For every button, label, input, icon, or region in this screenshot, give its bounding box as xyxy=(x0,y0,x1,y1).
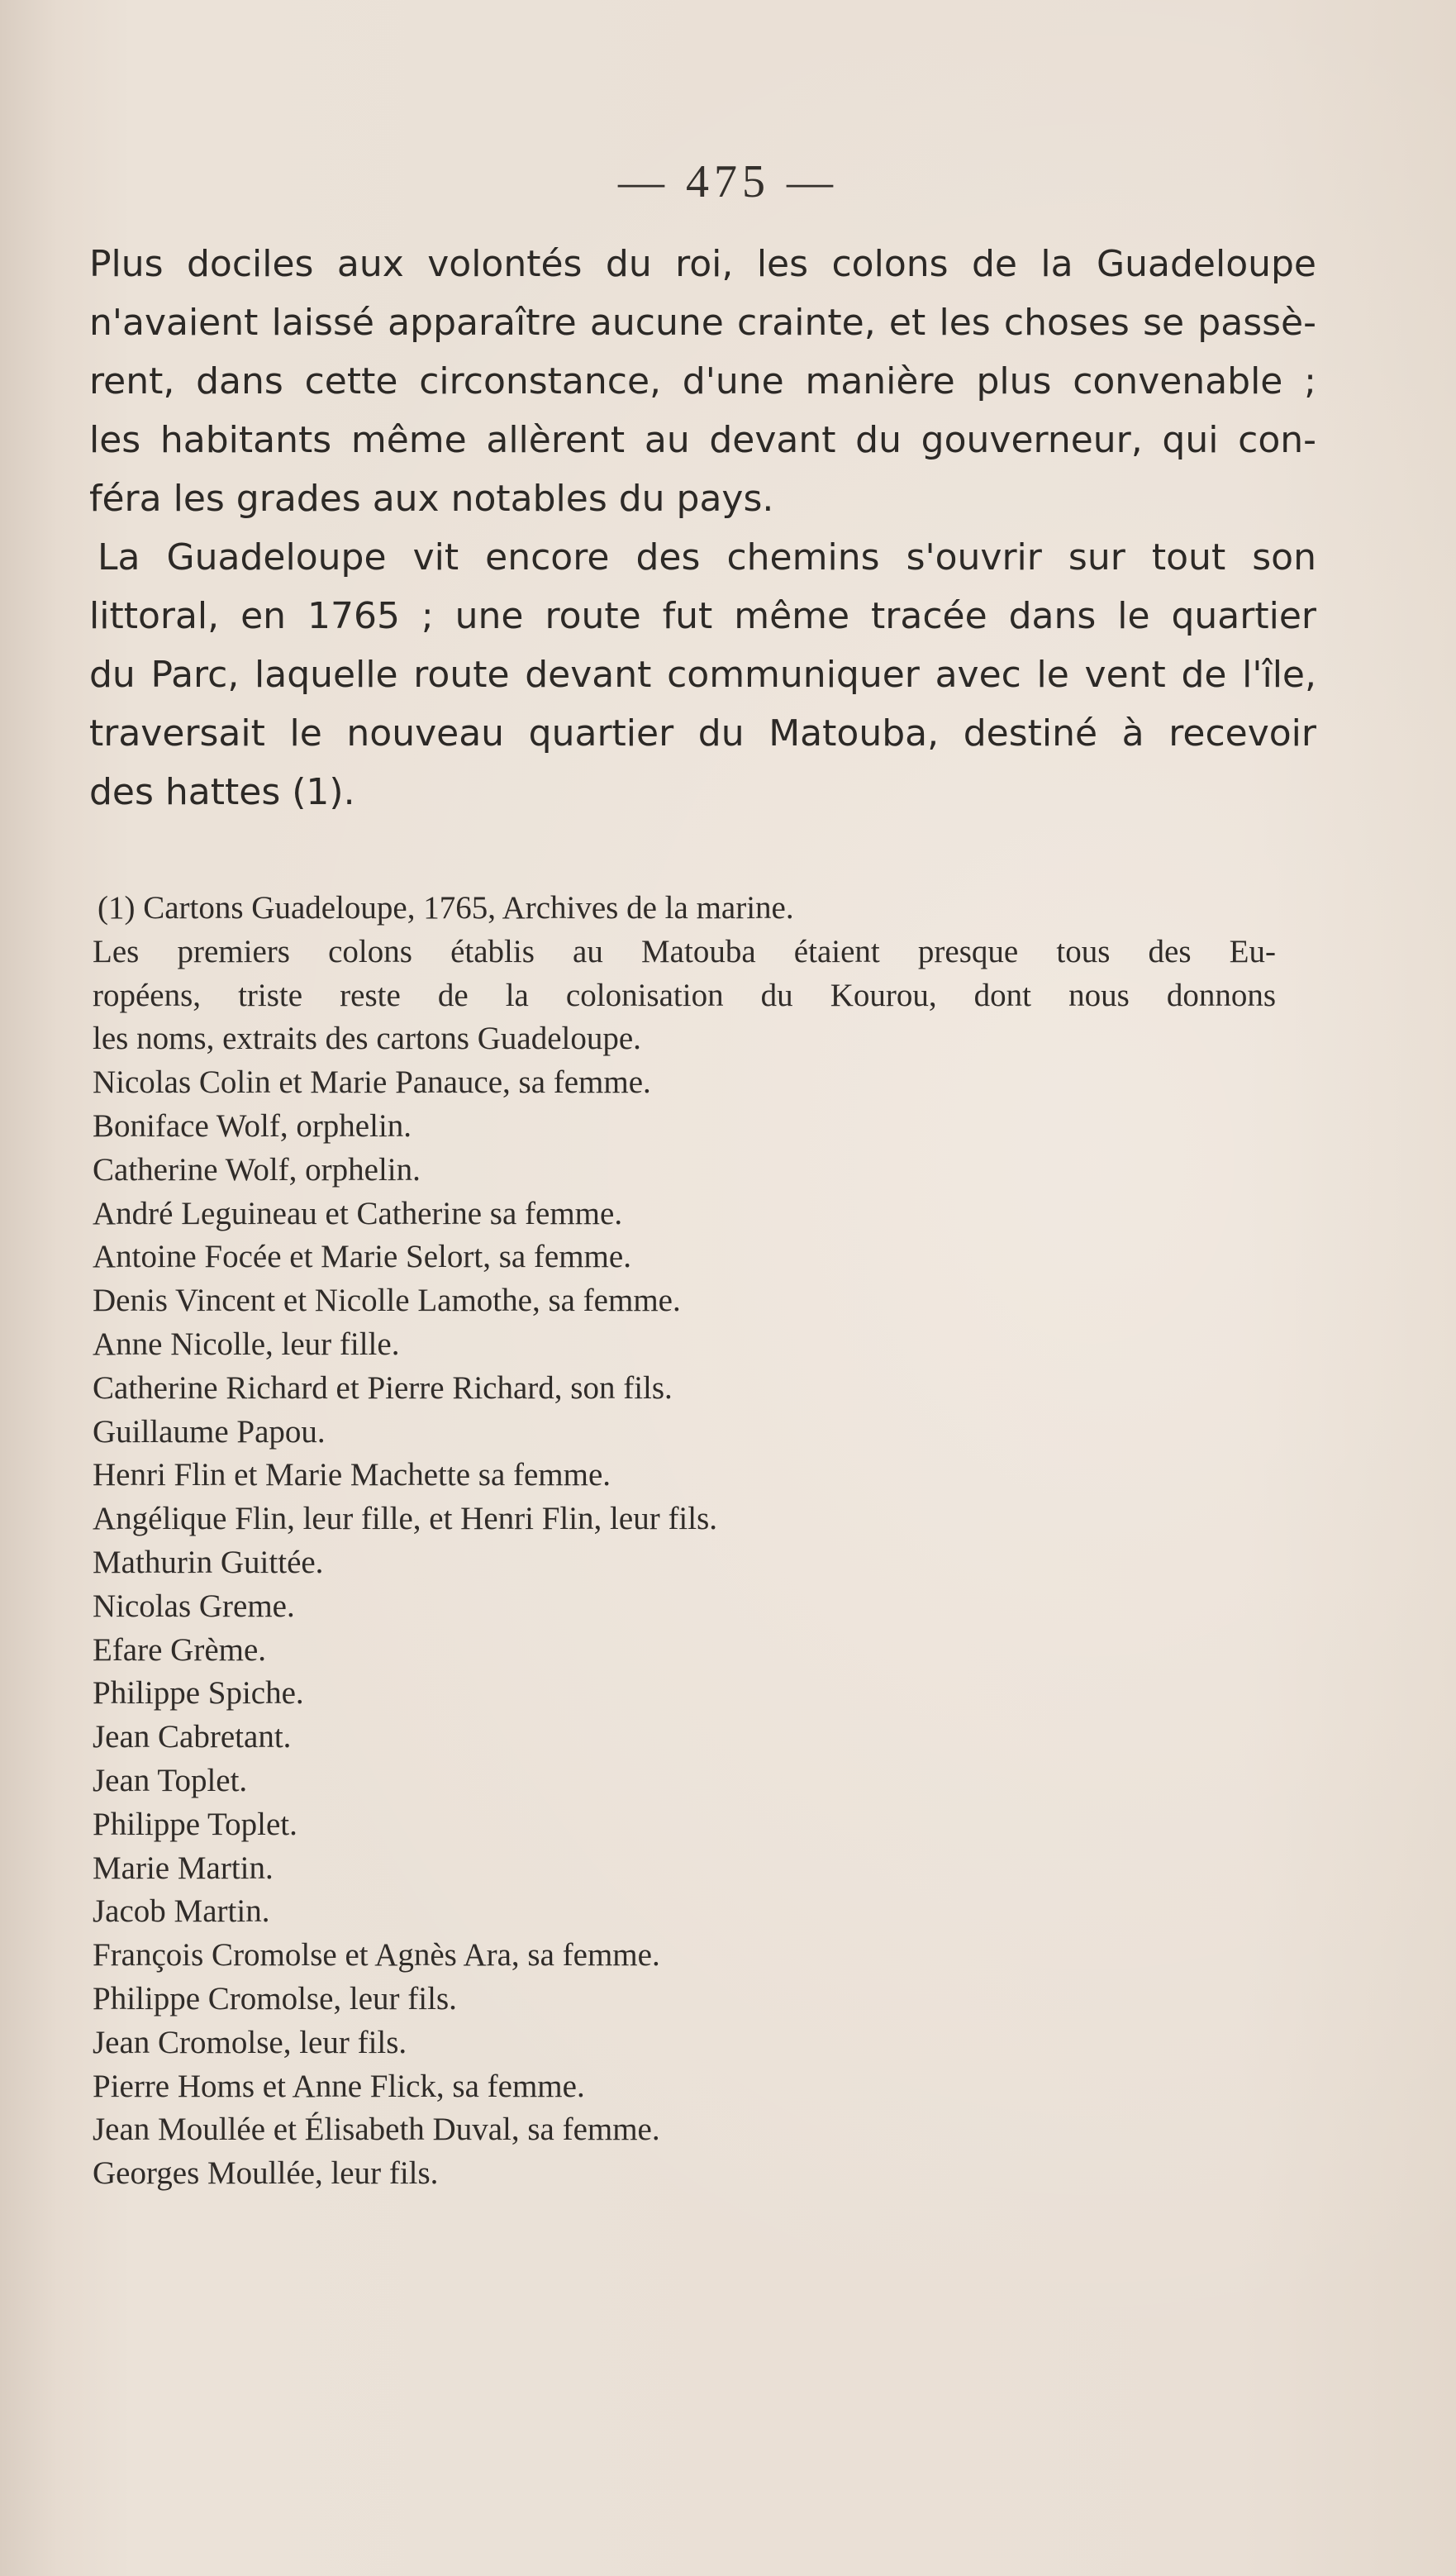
colonist-entry: Henri Flin et Marie Machette sa femme. xyxy=(93,1457,611,1493)
colonist-list xyxy=(93,1061,1276,2196)
text-line: n'avaient laissé apparaître aucune crainte, et les choses se passè- xyxy=(89,302,1316,344)
text-line: féra les grades aux notables du pays. xyxy=(89,478,774,520)
colonist-entry: Pierre Homs et Anne Flick, sa femme. xyxy=(93,2068,585,2104)
text-line: traversait le nouveau quartier du Matouba, destiné à recevoir xyxy=(89,712,1316,755)
paragraph-1 xyxy=(89,235,1316,528)
colonist-entry: Philippe Cromolse, leur fils. xyxy=(93,1980,457,2017)
colonist-entry: Antoine Focée et Marie Selort, sa femme. xyxy=(93,1239,631,1275)
text-line: rent, dans cette circonstance, d'une manière plus convenable ; xyxy=(89,360,1316,402)
colonist-entry: Angélique Flin, leur fille, et Henri Flin, leur fils. xyxy=(93,1501,718,1537)
colonist-entry: Boniface Wolf, orphelin. xyxy=(93,1107,412,1144)
colonist-entry: André Leguineau et Catherine sa femme. xyxy=(93,1195,623,1231)
text-line: Plus dociles aux volontés du roi, les colons de la Guadeloupe xyxy=(89,243,1316,285)
page-number: — 475 — xyxy=(618,156,838,207)
colonist-entry: Nicolas Colin et Marie Panauce, sa femme. xyxy=(93,1064,651,1101)
colonist-entry: Georges Moullée, leur fils. xyxy=(93,2155,439,2192)
footnote-source: (1) Cartons Guadeloupe, 1765, Archives de la marine. xyxy=(98,890,794,926)
colonist-entry: Philippe Toplet. xyxy=(93,1806,297,1842)
footnote-intro-line: ropéens, triste reste de la colonisation du Kourou, dont nous donnons xyxy=(93,977,1276,1013)
paragraph-2 xyxy=(89,528,1316,821)
text-line: du Parc, laquelle route devant communiquer avec le vent de l'île, xyxy=(89,654,1316,696)
colonist-entry: Marie Martin. xyxy=(93,1850,274,1886)
colonist-entry: Efare Grème. xyxy=(93,1631,267,1668)
colonist-entry: Catherine Wolf, orphelin. xyxy=(93,1151,421,1188)
colonist-entry: Nicolas Greme. xyxy=(93,1588,295,1624)
footnote xyxy=(93,887,1276,2196)
footnote-intro-line: les noms, extraits des cartons Guadeloupe. xyxy=(93,1021,641,1057)
colonist-entry: Catherine Richard et Pierre Richard, son fils. xyxy=(93,1369,673,1406)
colonist-entry: Jean Moullée et Élisabeth Duval, sa femme. xyxy=(93,2112,660,2148)
text-line: les habitants même allèrent au devant du gouverneur, qui con- xyxy=(89,419,1316,461)
colonist-entry: François Cromolse et Agnès Ara, sa femme. xyxy=(93,1937,660,1974)
text-line: littoral, en 1765 ; une route fut même tracée dans le quartier xyxy=(89,595,1316,637)
colonist-entry: Philippe Spiche. xyxy=(93,1675,304,1712)
colonist-entry: Guillaume Papou. xyxy=(93,1413,326,1450)
main-text xyxy=(89,235,1316,821)
text-line: des hattes (1). xyxy=(89,771,355,813)
colonist-entry: Denis Vincent et Nicolle Lamothe, sa femme. xyxy=(93,1283,681,1319)
colonist-entry: Mathurin Guittée. xyxy=(93,1544,324,1580)
colonist-entry: Jean Cromolse, leur fils. xyxy=(93,2024,407,2060)
footnote-intro-line: Les premiers colons établis au Matouba étaient presque tous des Eu- xyxy=(93,933,1276,969)
colonist-entry: Jean Toplet. xyxy=(93,1762,248,1798)
text-line: La Guadeloupe vit encore des chemins s'ouvrir sur tout son xyxy=(98,536,1316,579)
colonist-entry: Anne Nicolle, leur fille. xyxy=(93,1326,400,1362)
colonist-entry: Jacob Martin. xyxy=(93,1893,270,1930)
colonist-entry: Jean Cabretant. xyxy=(93,1719,292,1755)
